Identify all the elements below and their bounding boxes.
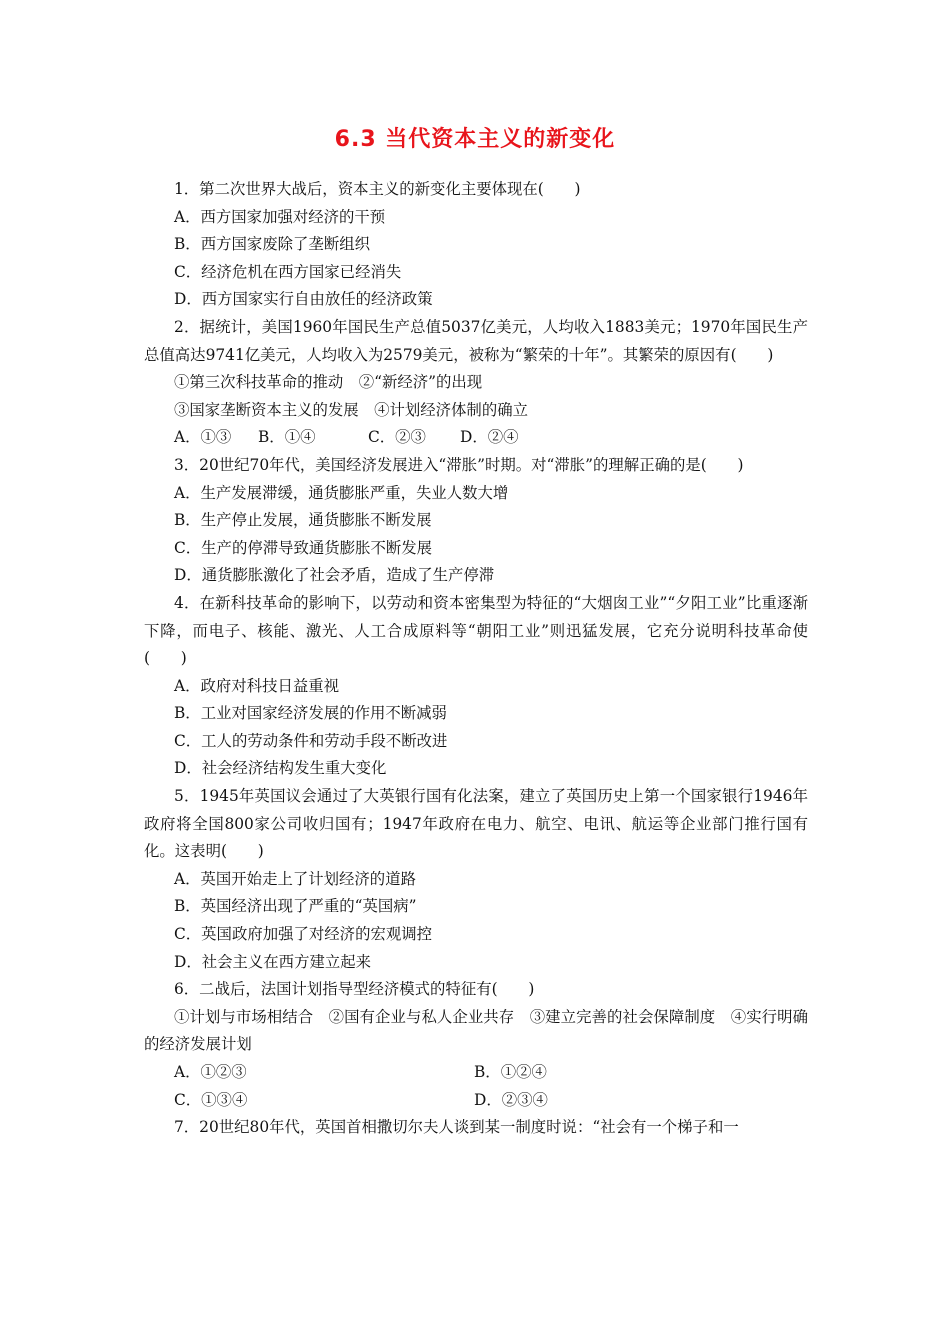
question-stem: 5．1945年英国议会通过了大英银行国有化法案，建立了英国历史上第一个国家银行1946年政府将全国800家公司收归国有；1947年政府在电力、航空、电讯、航运等企业部门推行国有化。这表明( ) bbox=[144, 787, 808, 861]
option-a: A．生产发展滞缓，通货膨胀严重，失业人数大增 bbox=[174, 483, 509, 502]
statement-line: ③国家垄断资本主义的发展 ④计划经济体制的确立 bbox=[174, 400, 528, 419]
option-c: C．英国政府加强了对经济的宏观调控 bbox=[174, 925, 433, 944]
question-stem: 3．20世纪70年代，美国经济发展进入“滞胀”时期。对“滞胀”的理解正确的是( ) bbox=[174, 455, 744, 474]
option-a: A．政府对科技日益重视 bbox=[174, 676, 340, 695]
option-a: A．①③ bbox=[174, 428, 232, 447]
option-a: A．西方国家加强对经济的干预 bbox=[174, 207, 386, 226]
option-a: A．①②③ bbox=[174, 1063, 247, 1081]
question-4 bbox=[144, 590, 808, 783]
option-d: D．②④ bbox=[460, 428, 519, 447]
statement-line: ①第三次科技革命的推动 ②“新经济”的出现 bbox=[174, 373, 483, 392]
option-c: C．工人的劳动条件和劳动手段不断改进 bbox=[174, 731, 448, 750]
options-row bbox=[144, 424, 808, 452]
question-6 bbox=[144, 976, 808, 1114]
option-c: C．经济危机在西方国家已经消失 bbox=[174, 262, 402, 281]
page-title: 6.3 当代资本主义的新变化 bbox=[334, 127, 616, 152]
question-5 bbox=[144, 783, 808, 976]
question-stem: 4．在新科技革命的影响下，以劳动和资本密集型为特征的“大烟囱工业”“夕阳工业”比重逐渐下降，而电子、核能、激光、人工合成原料等“朝阳工业”则迅猛发展，它充分说明科技革命使( ) bbox=[144, 593, 808, 668]
document-body bbox=[144, 176, 808, 1142]
option-d: D．社会主义在西方建立起来 bbox=[174, 952, 372, 971]
option-d: D．西方国家实行自由放任的经济政策 bbox=[174, 290, 433, 309]
option-a: A．英国开始走上了计划经济的道路 bbox=[174, 869, 416, 888]
option-b: B．工业对国家经济发展的作用不断减弱 bbox=[174, 704, 447, 723]
question-stem: 6．二战后，法国计划指导型经济模式的特征有( ) bbox=[174, 980, 535, 999]
statement-list: ①计划与市场相结合 ②国有企业与私人企业共存 ③建立完善的社会保障制度 ④实行明确的经济发展计划 bbox=[144, 1007, 808, 1054]
option-b: B．①②④ bbox=[474, 1063, 547, 1081]
question-2 bbox=[144, 314, 808, 452]
option-d: D．②③④ bbox=[474, 1090, 548, 1109]
question-3 bbox=[144, 452, 808, 590]
question-stem: 2．据统计，美国1960年国民生产总值5037亿美元，人均收入1883美元；1970年国民生产总值高达9741亿美元，人均收入为2579美元，被称为“繁荣的十年”。其繁荣的原因有( ) bbox=[144, 317, 808, 364]
question-1 bbox=[144, 176, 808, 314]
option-b: B．①④ bbox=[258, 428, 316, 447]
options-row bbox=[144, 1059, 808, 1087]
question-7 bbox=[144, 1114, 808, 1142]
option-c: C．②③ bbox=[368, 428, 426, 447]
question-stem: 7．20世纪80年代，英国首相撒切尔夫人谈到某一制度时说：“社会有一个梯子和一 bbox=[174, 1118, 739, 1137]
option-c: C．生产的停滞导致通货膨胀不断发展 bbox=[174, 538, 433, 557]
options-row bbox=[144, 1087, 808, 1115]
option-d: D．社会经济结构发生重大变化 bbox=[174, 759, 387, 778]
option-b: B．西方国家废除了垄断组织 bbox=[174, 235, 370, 254]
option-c: C．①③④ bbox=[174, 1090, 248, 1109]
option-b: B．英国经济出现了严重的“英国病” bbox=[174, 897, 417, 916]
option-d: D．通货膨胀激化了社会矛盾，造成了生产停滞 bbox=[174, 566, 495, 585]
option-b: B．生产停止发展，通货膨胀不断发展 bbox=[174, 511, 432, 530]
question-stem: 1．第二次世界大战后，资本主义的新变化主要体现在( ) bbox=[174, 180, 581, 198]
